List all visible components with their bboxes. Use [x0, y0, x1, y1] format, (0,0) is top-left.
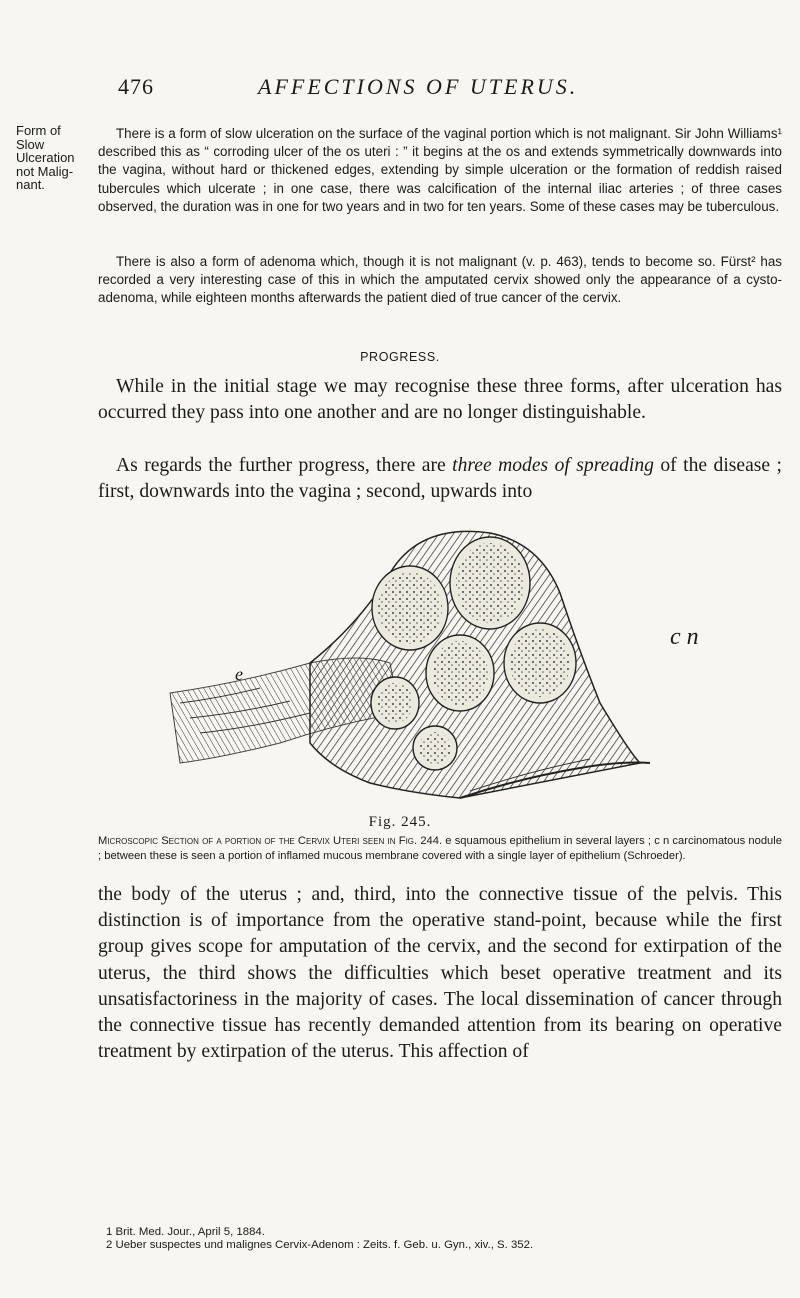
cervix-section-illustration — [160, 513, 650, 803]
section-heading-progress: PROGRESS. — [360, 350, 440, 364]
paragraph-spreading-continued: the body of the uterus ; and, third, into the connective tissue of the pelvis. This distinction is of importance from the operative stand-point, because while the first group gives scope for amputation of the cervix, and the second for extirpation of the uterus, the third shows the difficulties which beset operative treatment and its unsatisfactoriness in the majority of cases. The local dissemination of cancer through the connective tissue has recently demanded attention from its bearing on operative treatment by extirpation of the uterus. This affection of — [98, 884, 782, 1063]
paragraph-modes-of-spreading — [98, 453, 782, 505]
running-title: AFFECTIONS OF UTERUS. — [258, 74, 579, 99]
page-number: 476 — [118, 74, 154, 99]
figure-label-e: e — [235, 664, 243, 684]
paragraph-adenoma: There is also a form of adenoma which, though it is not malignant (v. p. 463), tends to become so. Fürst² has recorded a very interesting case of this in which the amputated cervix showed only the appearance of a cysto-adenoma, while eighteen months afterwards the patient died of true cancer of the cervix. — [98, 254, 782, 306]
paragraph-text-end: of the disease ; first, downwards into the vagina ; second, upwards into — [98, 455, 782, 503]
footnote-2: 2 Ueber suspectes und malignes Cervix-Adenom : Zeits. f. Geb. u. Gyn., xiv., S. 352. — [106, 1239, 534, 1251]
paragraph-text-start: As regards the further progress, there are — [116, 455, 453, 476]
figure-caption-text: e squamous epithelium in several layers ; c n carcinomatous nodule ; between these is seen a portion of inflamed mucous membrane covered with a single layer of epithelium (Schroeder). — [98, 835, 782, 863]
page-header — [0, 74, 800, 104]
margin-note: Form of Slow Ulceration not Malig-nant. — [16, 123, 75, 192]
figure-caption-lead: Microscopic Section of a portion of the Cervix Uteri seen in Fig. 244. — [98, 835, 443, 847]
figure-title: Fig. 245. — [368, 814, 432, 830]
footnotes — [98, 1226, 782, 1252]
figure-label-cn: c n — [670, 624, 699, 650]
figure-caption — [98, 834, 782, 865]
paragraph-slow-ulceration: There is a form of slow ulceration on the surface of the vaginal portion which is not malignant. Sir John Williams¹ described this as “ corroding ulcer of the os uteri : ” it begins at the os and extends symmetrically downwards into the vagina, without hard or thickened edges, extending by simple ulceration or the formation of reddish raised tubercules which ulcerate ; in one case, there was calcification of the internal iliac arteries ; of three cases observed, the duration was in one for two years and in two for ten years. Some of these cases may be tuberculous. — [98, 126, 782, 214]
italic-phrase: three modes of spreading — [452, 455, 654, 476]
paragraph-initial-stage: While in the initial stage we may recognise these three forms, after ulceration has occurred they pass into one another and are no longer distinguishable. — [98, 376, 782, 424]
footnote-1: 1 Brit. Med. Jour., April 5, 1884. — [106, 1226, 265, 1238]
